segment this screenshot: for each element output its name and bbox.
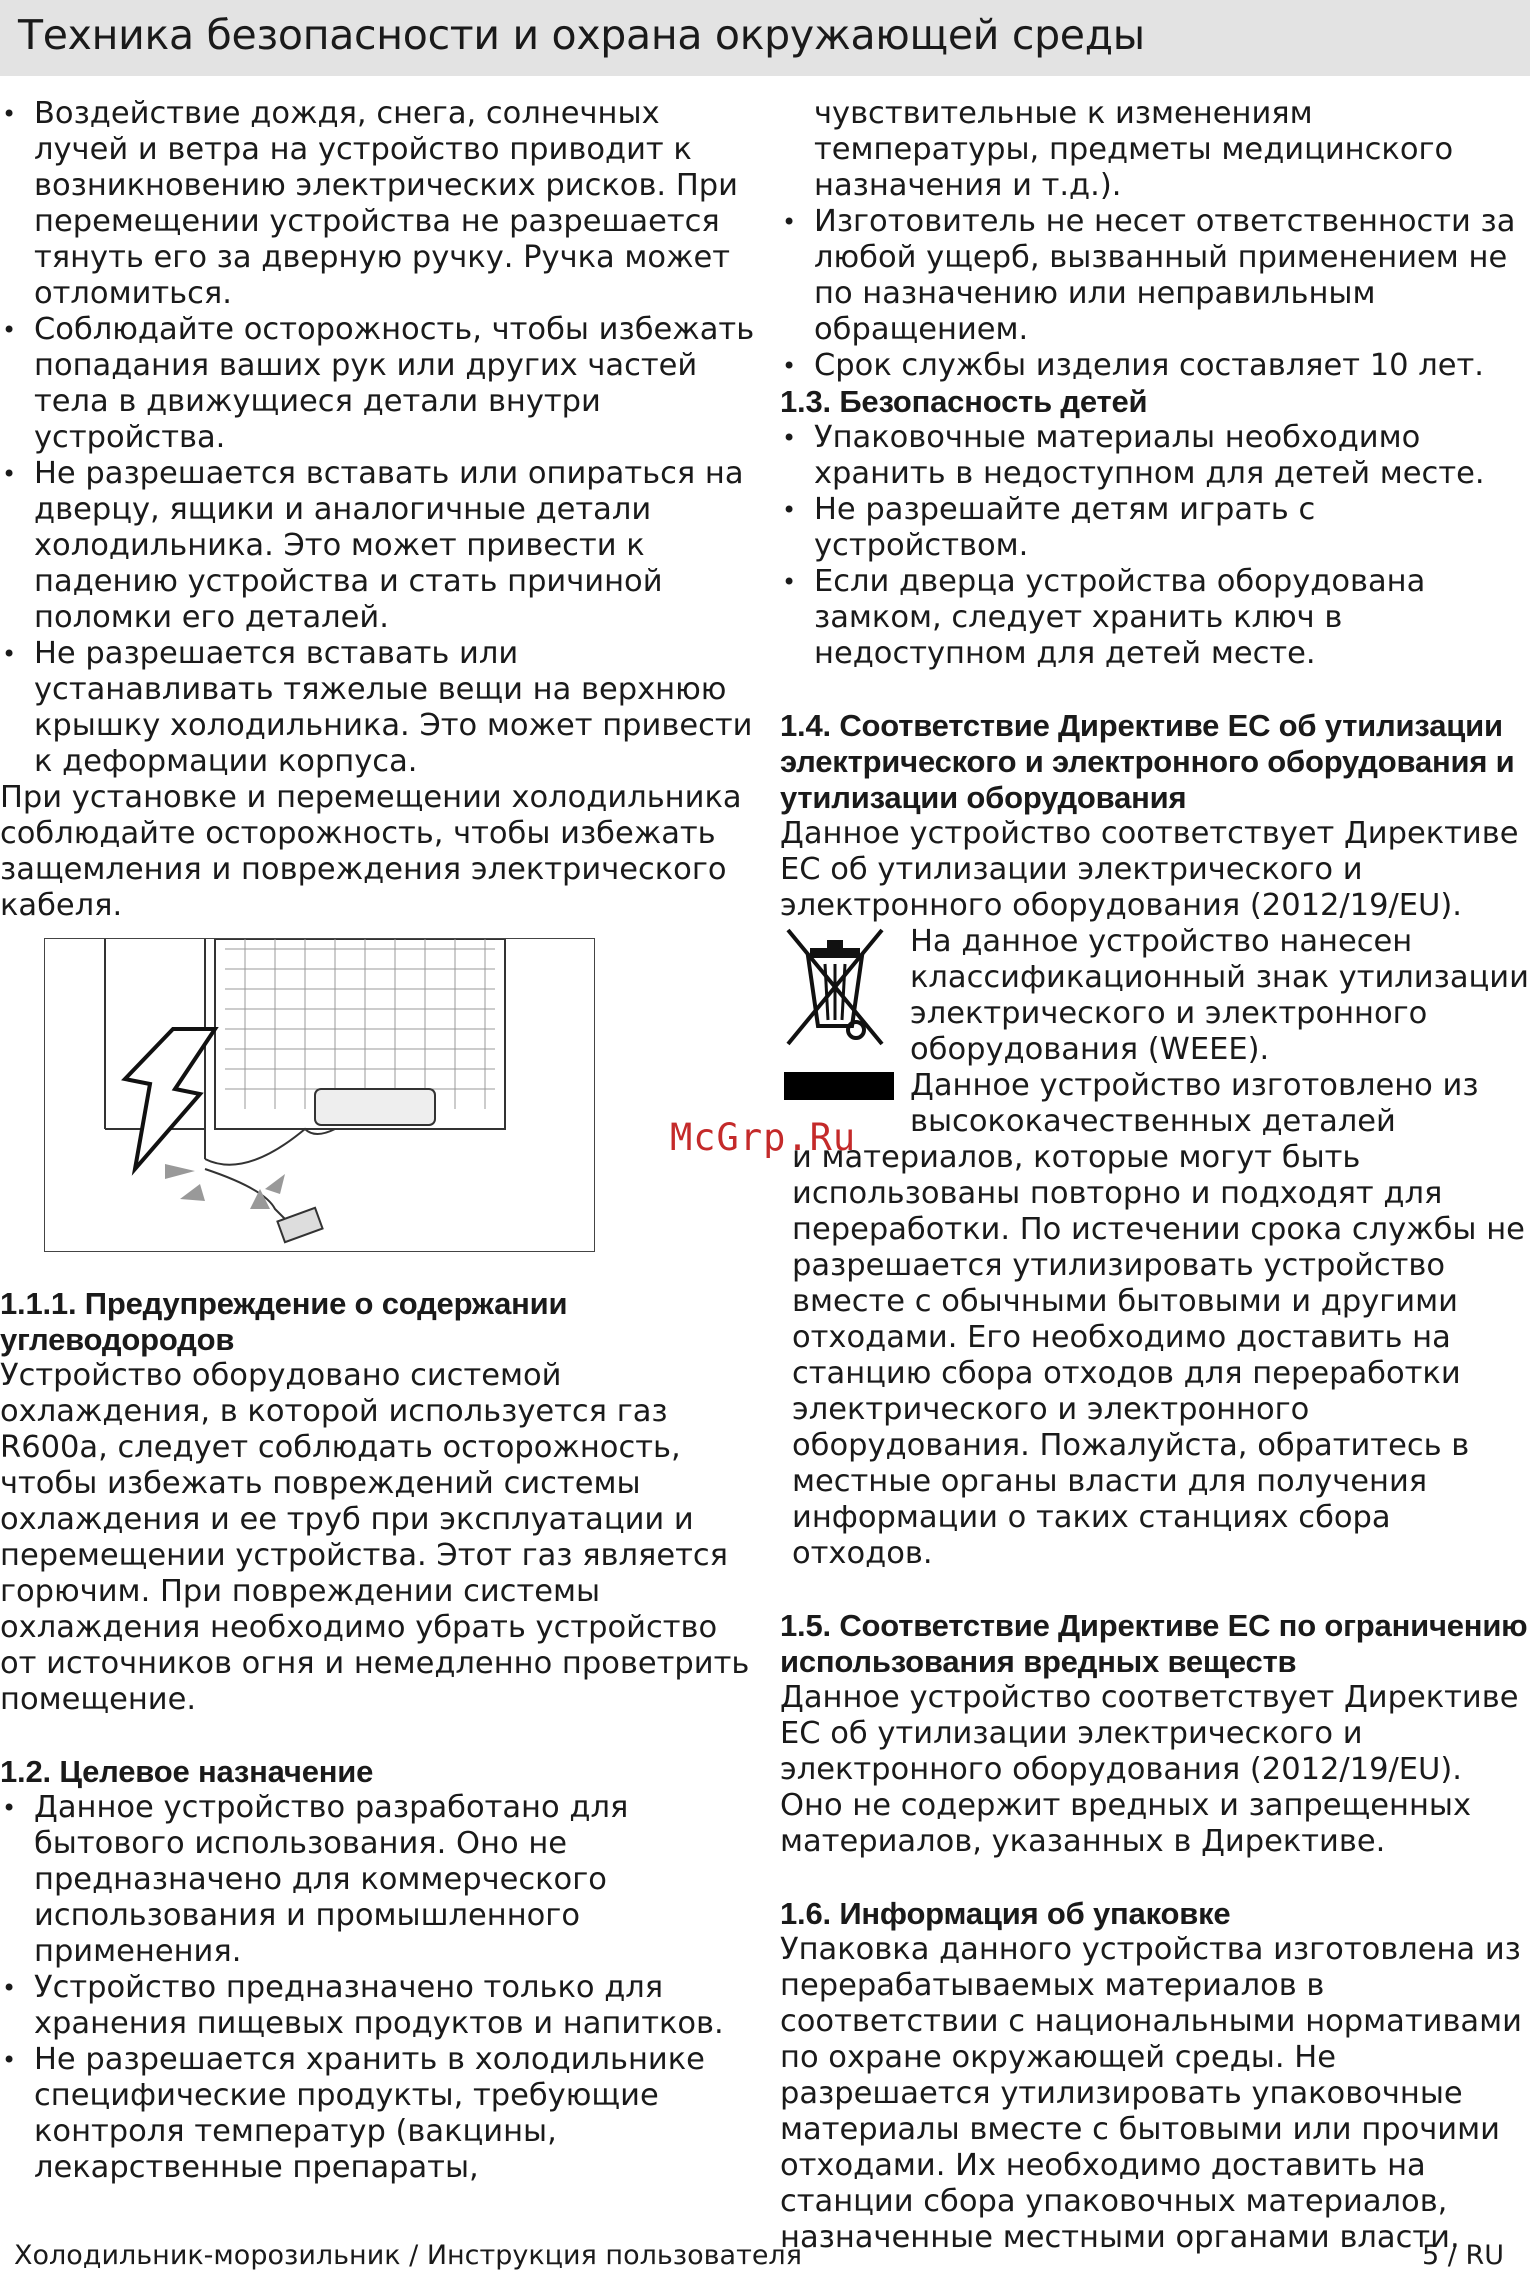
list-item: • Срок службы изделия составляет 10 лет. xyxy=(780,348,1530,384)
list-item: • Упаковочные материалы необходимо хранить в недоступном для детей месте. xyxy=(780,420,1530,492)
list-item: • Устройство предназначено только для хранения пищевых продуктов и напитков. xyxy=(0,1970,760,2042)
watermark: McGrp.Ru xyxy=(670,1116,857,1159)
safety-bullet-list xyxy=(0,96,760,780)
footer-title: Холодильник-морозильник / Инструкция пользователя xyxy=(14,2240,802,2271)
right-column xyxy=(780,96,1530,2256)
list-item: • Не разрешается хранить в холодильнике специфические продукты, требующие контроля температур (вакцины, лекарственные препараты, xyxy=(0,2042,760,2186)
list-item: • Данное устройство разработано для бытового использования. Оно не предназначено для коммерческого использования и промышленного применения. xyxy=(0,1790,760,1970)
page-header xyxy=(0,0,1530,76)
page-title: Техника безопасности и охрана окружающей среды xyxy=(18,11,1145,59)
recycling-text: и материалов, которые могут быть использованы повторно и подходят для переработки. По истечении срока службы не разрешается утилизировать устройство вместе с обычными бытовыми и другими отходами. Его необходимо доставить на станцию сбора отходов для переработки электрического и электронного оборудования. Пожалуйста, обратитесь в местные органы власти для получения информации о таких станциях сбора отходов. xyxy=(792,1140,1525,1571)
section-heading-rohs: 1.5. Соответствие Директиве ЕС по ограничению использования вредных веществ xyxy=(780,1608,1528,1679)
recycling-row xyxy=(780,1068,1530,1140)
child-safety-list xyxy=(780,420,1530,672)
section-heading-weee: 1.4. Соответствие Директиве ЕС об утилизации электрического и электронного оборудования и утилизации оборудования xyxy=(780,708,1515,815)
section-heading-hydrocarbons: 1.1.1. Предупреждение о содержании углеводородов xyxy=(0,1286,568,1357)
section-heading-intended-use: 1.2. Целевое назначение xyxy=(0,1754,374,1789)
page-footer xyxy=(14,2239,1504,2273)
hydrocarbons-text: Устройство оборудовано системой охлаждения, в которой используется газ R600a, следует соблюдать осторожность, чтобы избежать повреждений системы охлаждения и ее труб при эксплуатации и перемещении устройства. Этот газ является горючим. При повреждении системы охлаждения необходимо убрать устройство от источников огня и немедленно проветрить помещение. xyxy=(0,1358,750,1717)
weee-bin-icon xyxy=(780,926,890,1074)
list-item: • Если дверца устройства оборудована замком, следует хранить ключ в недоступном для детей месте. xyxy=(780,564,1530,672)
weee-compliance-text: Данное устройство соответствует Директиве ЕС об утилизации электрического и электронного оборудования (2012/19/EU). xyxy=(780,816,1519,923)
list-item: • Воздействие дождя, снега, солнечных лучей и ветра на устройство приводит к возникновению электрических рисков. При перемещении устройства не разрешается тянуть его за дверную ручку. Ручка может отломиться. xyxy=(0,96,760,312)
page-number: 5 / RU xyxy=(1422,2240,1504,2271)
list-item: • Не разрешается вставать или устанавливать тяжелые вещи на верхнюю крышку холодильника. Это может привести к деформации корпуса. xyxy=(0,636,760,780)
section-heading-child-safety: 1.3. Безопасность детей xyxy=(780,384,1148,419)
list-item: • Не разрешается вставать или опираться на дверцу, ящики и аналогичные детали холодильника. Это может привести к падению устройства и стать причиной поломки его деталей. xyxy=(0,456,760,636)
fridge-cable-drawing xyxy=(45,939,595,1252)
cable-warning-illustration xyxy=(44,938,595,1252)
list-item: • Соблюдайте осторожность, чтобы избежать попадания ваших рук или других частей тела в движущиеся детали внутри устройства. xyxy=(0,312,760,456)
weee-symbol-row xyxy=(780,924,1530,1068)
section-heading-packaging: 1.6. Информация об упаковке xyxy=(780,1896,1231,1931)
liability-list xyxy=(780,204,1530,384)
install-note: При установке и перемещении холодильника соблюдайте осторожность, чтобы избежать защемления и повреждения электрического кабеля. xyxy=(0,780,742,923)
weee-bar-icon xyxy=(784,1072,894,1100)
list-item: • Не разрешайте детям играть с устройством. xyxy=(780,492,1530,564)
continuation-text: чувствительные к изменениям температуры, предметы медицинского назначения и т.д.). xyxy=(814,96,1454,203)
intended-use-list xyxy=(0,1790,760,2186)
weee-symbol-text: На данное устройство нанесен классификационный знак утилизации электрического и электронного оборудования (WEEE). xyxy=(910,924,1529,1067)
left-column xyxy=(0,96,760,2186)
recycling-text-first: Данное устройство изготовлено из высококачественных деталей xyxy=(910,1068,1479,1139)
list-item: • Изготовитель не несет ответственности за любой ущерб, вызванный применением не по назначению или неправильным обращением. xyxy=(780,204,1530,348)
rohs-text: Данное устройство соответствует Директиве ЕС об утилизации электрического и электронного оборудования (2012/19/EU). Оно не содержит вредных и запрещенных материалов, указанных в Директиве. xyxy=(780,1680,1519,1859)
packaging-text: Упаковка данного устройства изготовлена из перерабатываемых материалов в соответствии с национальными нормативами по охране окружающей среды. Не разрешается утилизировать упаковочные материалы вместе с бытовыми или прочими отходами. Их необходимо доставить на станции сбора упаковочных материалов, назначенные местными органами власти. xyxy=(780,1932,1522,2255)
